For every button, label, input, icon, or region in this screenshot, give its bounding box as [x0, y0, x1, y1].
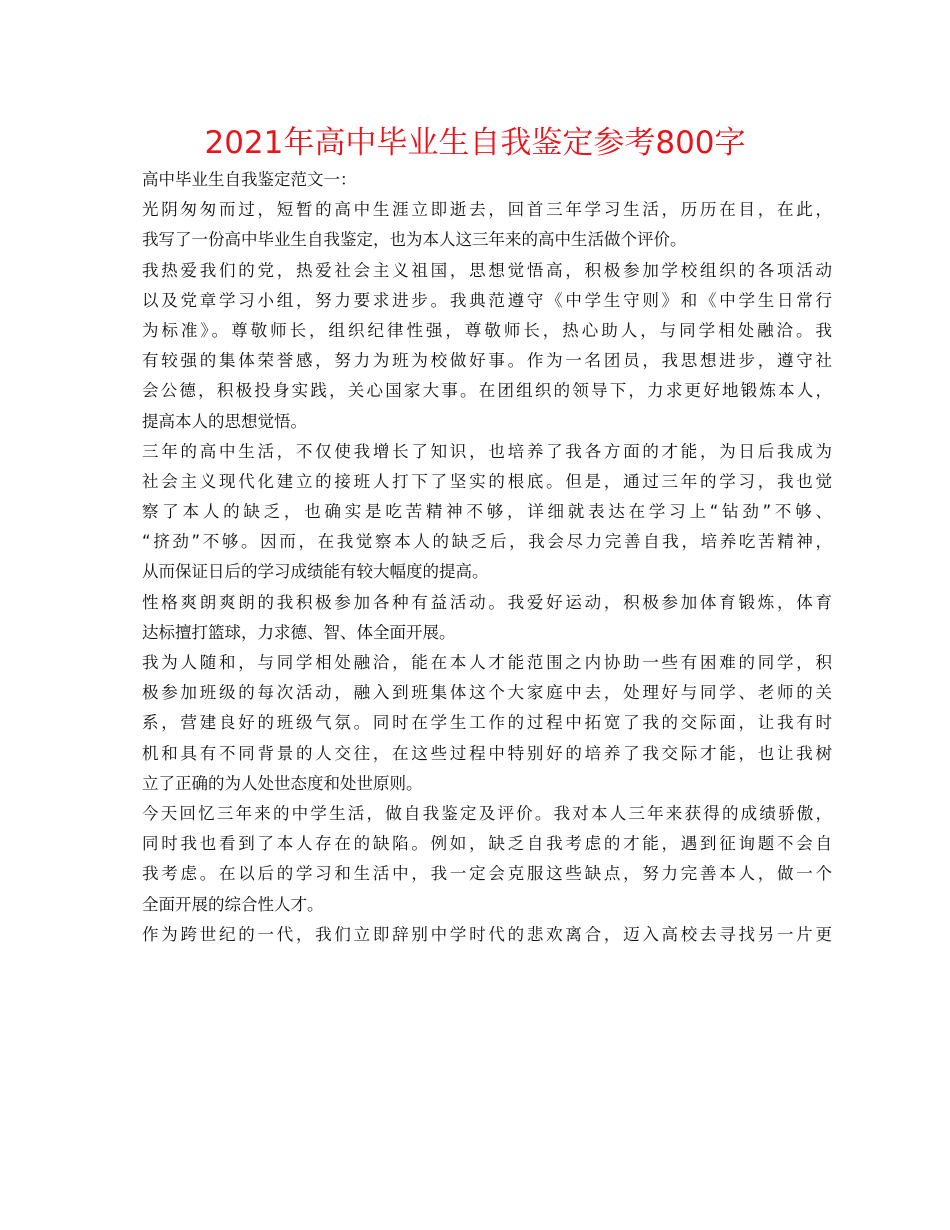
- text-line: 有较强的集体荣誉感，努力为班为校做好事。作为一名团员，我思想进步，遵守社: [142, 351, 832, 371]
- text-line: 系，营建良好的班级气氛。同时在学生工作的过程中拓宽了我的交际面，让我有时: [142, 713, 832, 733]
- text-line: 为标准》。尊敬师长，组织纪律性强，尊敬师长，热心助人，与同学相处融洽。我: [142, 320, 832, 340]
- text-line: 机和具有不同背景的人交往，在这些过程中特别好的培养了我交际才能，也让我树: [142, 743, 832, 763]
- document-body: [142, 165, 832, 950]
- text-line: 全面开展的综合性人才。: [142, 894, 324, 914]
- text-line: 三年的高中生活，不仅使我增长了知识，也培养了我各方面的才能，为日后我成为: [142, 441, 832, 461]
- text-line: 提高本人的思想觉悟。: [142, 411, 307, 431]
- text-line: 极参加班级的每次活动，融入到班集体这个大家庭中去，处理好与同学、老师的关: [142, 683, 832, 703]
- text-line: 立了正确的为人处世态度和处世原则。: [142, 773, 423, 793]
- text-line: 同时我也看到了本人存在的缺陷。例如，缺乏自我考虑的才能，遇到征询题不会自: [142, 834, 832, 854]
- text-line: 高中毕业生自我鉴定范文一：: [142, 170, 357, 189]
- text-line: “挤劲”不够。因而，在我觉察本人的缺乏后，我会尽力完善自我，培养吃苦精神，: [142, 532, 832, 552]
- text-line: 我热爱我们的党，热爱社会主义祖国，思想觉悟高，积极参加学校组织的各项活动: [142, 260, 832, 280]
- text-line: 会公德，积极投身实践，关心国家大事。在团组织的领导下，力求更好地锻炼本人，: [142, 381, 832, 401]
- text-line: 达标擅打篮球，力求德、智、体全面开展。: [142, 622, 456, 642]
- text-line: 作为跨世纪的一代，我们立即辞别中学时代的悲欢离合，迈入高校去寻找另一片更: [142, 924, 832, 944]
- text-line: 光阴匆匆而过，短暂的高中生涯立即逝去，回首三年学习生活，历历在目，在此，: [142, 200, 832, 220]
- text-line: 今天回忆三年来的中学生活，做自我鉴定及评价。我对本人三年来获得的成绩骄傲，: [142, 803, 832, 823]
- text-line: 以及党章学习小组，努力要求进步。我典范遵守《中学生守则》和《中学生日常行: [142, 290, 832, 310]
- text-line: 察了本人的缺乏，也确实是吃苦精神不够，详细就表达在学习上“钻劲”不够、: [142, 502, 832, 522]
- document-title: 2021年高中毕业生自我鉴定参考800字: [204, 125, 746, 161]
- text-line: 我考虑。在以后的学习和生活中，我一定会克服这些缺点，努力完善本人，做一个: [142, 864, 832, 884]
- text-line: 我为人随和，与同学相处融洽，能在本人才能范围之内协助一些有困难的同学，积: [142, 653, 832, 672]
- text-line: 从而保证日后的学习成绩能有较大幅度的提高。: [142, 562, 489, 582]
- text-line: 社会主义现代化建立的接班人打下了坚实的根底。但是，通过三年的学习，我也觉: [142, 471, 832, 491]
- text-line: 我写了一份高中毕业生自我鉴定，也为本人这三年来的高中生活做个评价。: [142, 230, 687, 250]
- text-line: 性格爽朗爽朗的我积极参加各种有益活动。我爱好运动，积极参加体育锻炼，体育: [142, 592, 832, 612]
